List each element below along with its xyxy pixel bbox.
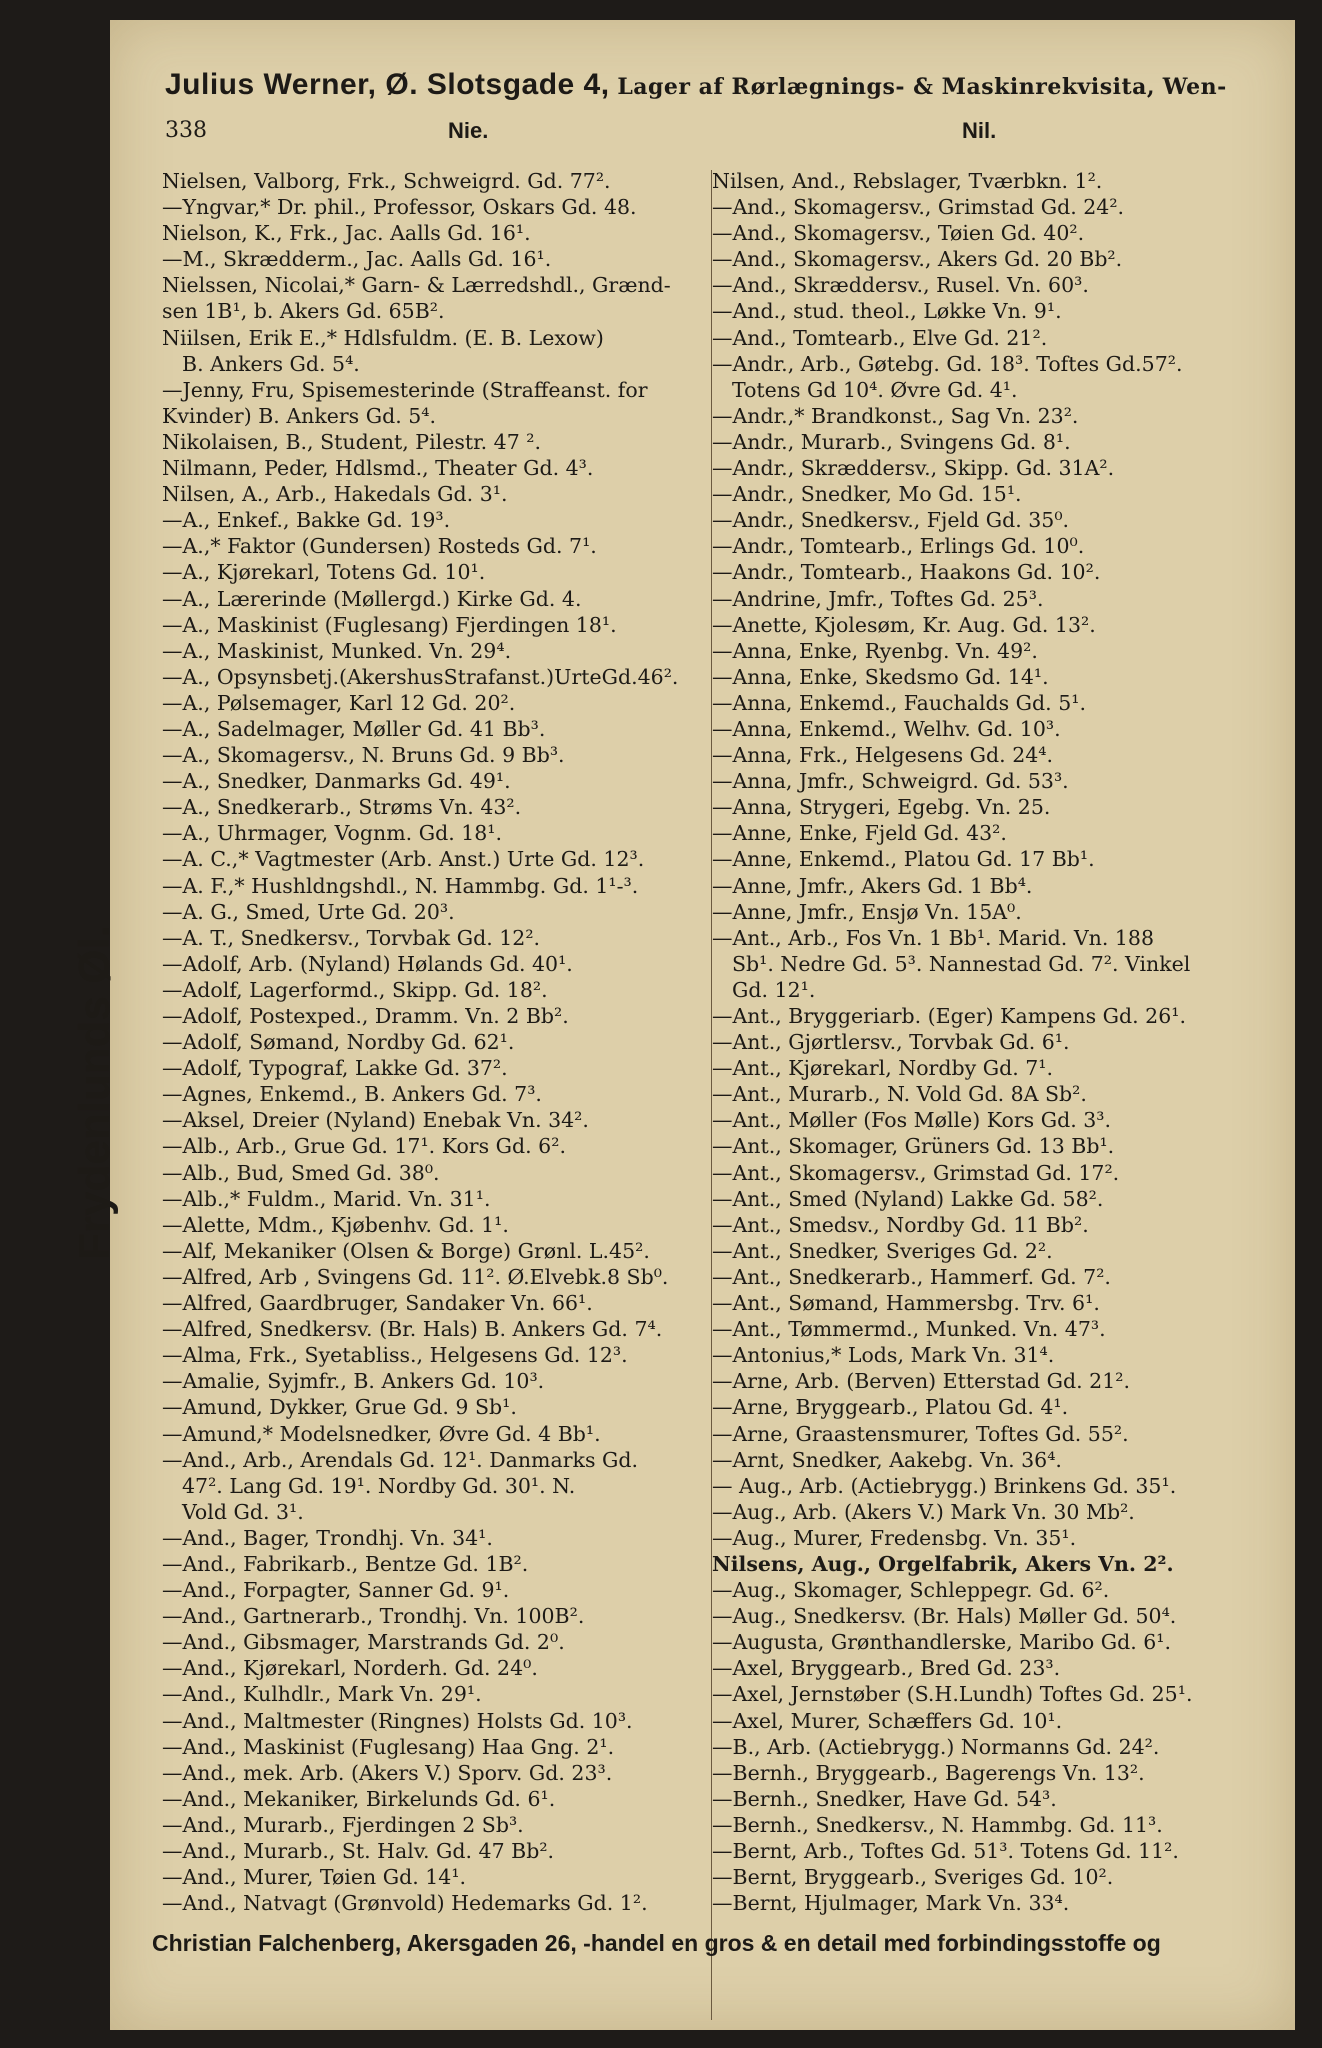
directory-entry: Nikolaisen, B., Student, Pilestr. 47 ².: [162, 429, 542, 454]
directory-entry: —Ant., Gjørtlersv., Torvbak Gd. 6¹.: [712, 1030, 1070, 1055]
directory-entry: —Agnes, Enkemd., B. Ankers Gd. 7³.: [162, 1082, 542, 1107]
directory-entry: —A. C.,* Vagtmester (Arb. Anst.) Urte Gd. 12³.: [162, 847, 645, 872]
directory-entry: Nilsens, Aug., Orgelfabrik, Akers Vn. 2².: [712, 1551, 1174, 1576]
directory-entry: —And., Mekaniker, Birkelunds Gd. 6¹.: [162, 1786, 556, 1811]
directory-entry: —Adolf, Sømand, Nordby Gd. 62¹.: [162, 1030, 515, 1055]
directory-entry: —Andr.,* Brandkonst., Sag Vn. 23².: [712, 403, 1079, 428]
directory-entry: —Alette, Mdm., Kjøbenhv. Gd. 1¹.: [162, 1212, 509, 1237]
directory-entry: —And., Kulhdlr., Mark Vn. 29¹.: [162, 1682, 482, 1707]
directory-entry: —Ant., Skomagersv., Grimstad Gd. 17².: [712, 1160, 1120, 1185]
directory-entry: —Amund,* Modelsnedker, Øvre Gd. 4 Bb¹.: [162, 1421, 601, 1446]
directory-entry: — Aug., Arb. (Actiebrygg.) Brinkens Gd. 35¹.: [712, 1473, 1177, 1498]
directory-entry: —Amund, Dykker, Grue Gd. 9 Sb¹.: [162, 1395, 517, 1420]
directory-entry: —Bernh., Snedkersv., N. Hammbg. Gd. 11³.: [712, 1812, 1163, 1837]
header-ad-tail: Wen-: [1162, 74, 1227, 100]
directory-entry: —And., mek. Arb. (Akers V.) Sporv. Gd. 23³.: [162, 1760, 613, 1785]
directory-entry: —Axel, Murer, Schæffers Gd. 10¹.: [712, 1708, 1063, 1733]
directory-entry: —Arne, Arb. (Berven) Etterstad Gd. 21².: [712, 1369, 1130, 1394]
directory-entry: —Ant., Møller (Fos Mølle) Kors Gd. 3³.: [712, 1108, 1112, 1133]
footer-advertisement: Christian Falchenberg, Akersgaden 26, -handel en gros & en detail med forbindingsstoffe og: [152, 1930, 1161, 1956]
directory-entry: —And., Skomagersv., Akers Gd. 20 Bb².: [712, 247, 1123, 272]
directory-entry: —Alf, Mekaniker (Olsen & Borge) Grønl. L.45².: [162, 1238, 650, 1263]
directory-entry: —Jenny, Fru, Spisemesterinde (Straffeanst. for: [162, 377, 648, 402]
directory-entry: Nilsen, A., Arb., Hakedals Gd. 3¹.: [162, 482, 508, 507]
directory-entry: —Alfred, Snedkersv. (Br. Hals) B. Ankers Gd. 7⁴.: [162, 1317, 663, 1342]
directory-entry: —And., Kjørekarl, Norderh. Gd. 24⁰.: [162, 1656, 538, 1681]
directory-entry: —And., Gibsmager, Marstrands Gd. 2⁰.: [162, 1630, 565, 1655]
directory-entry: —Aug., Skomager, Schleppegr. Gd. 6².: [712, 1578, 1110, 1603]
directory-entry: —And., Murarb., St. Halv. Gd. 47 Bb².: [162, 1839, 555, 1863]
directory-entry: —Axel, Jernstøber (S.H.Lundh) Toftes Gd. 25¹.: [712, 1682, 1193, 1707]
directory-entry: Kvinder) B. Ankers Gd. 5⁴.: [162, 403, 437, 428]
entry-continuation: Gd. 12¹.: [732, 977, 816, 1002]
directory-entry: —And., Natvagt (Grønvold) Hedemarks Gd. 1².: [162, 1891, 648, 1916]
directory-entry: —And., Murarb., Fjerdingen 2 Sb³.: [162, 1812, 524, 1837]
directory-entry: —Andr., Snedker, Mo Gd. 15¹.: [712, 482, 1022, 507]
directory-entry: —A.,* Faktor (Gundersen) Rosteds Gd. 7¹.: [162, 534, 597, 559]
directory-entry: —A. F.,* Hushldngshdl., N. Hammbg. Gd. 1¹-³.: [162, 873, 639, 898]
directory-entry: —Alb.,* Fuldm., Marid. Vn. 31¹.: [162, 1186, 491, 1211]
directory-entry: —Anna, Enkemd., Fauchalds Gd. 5¹.: [712, 690, 1086, 715]
right-column: [712, 168, 1290, 1916]
directory-entry: —And., Maskinist (Fuglesang) Haa Gng. 2¹.: [162, 1734, 615, 1759]
directory-entry: —Andr., Snedkersv., Fjeld Gd. 35⁰.: [712, 508, 1070, 533]
directory-entry: —Adolf, Lagerformd., Skipp. Gd. 18².: [162, 977, 548, 1002]
directory-entry: —Adolf, Arb. (Nyland) Hølands Gd. 40¹.: [162, 951, 573, 976]
directory-entry: Nielson, K., Frk., Jac. Aalls Gd. 16¹.: [162, 221, 531, 246]
directory-entry: —Alfred, Gaardbruger, Sandaker Vn. 66¹.: [162, 1291, 593, 1316]
entry-continuation: 47². Lang Gd. 19¹. Nordby Gd. 30¹. N.: [182, 1473, 576, 1498]
directory-entry: —Bernt, Bryggearb., Sveriges Gd. 10².: [712, 1865, 1114, 1890]
directory-entry: —And., Fabrikarb., Bentze Gd. 1B².: [162, 1551, 529, 1576]
directory-entry: —And., Arb., Arendals Gd. 12¹. Danmarks Gd.: [162, 1447, 638, 1472]
directory-entry: —Anna, Enke, Skedsmo Gd. 14¹.: [712, 664, 1049, 689]
directory-entry: —B., Arb. (Actiebrygg.) Normanns Gd. 24².: [712, 1734, 1160, 1759]
directory-entry: —A., Lærerinde (Møllergd.) Kirke Gd. 4.: [162, 586, 582, 611]
directory-entry: —And., stud. theol., Løkke Vn. 9¹.: [712, 299, 1062, 324]
directory-entry: —Ant., Tømmermd., Munked. Vn. 47³.: [712, 1317, 1106, 1342]
directory-entry: —Alb., Arb., Grue Gd. 17¹. Kors Gd. 6².: [162, 1134, 566, 1159]
directory-entry: —A., Opsynsbetj.(AkershusStrafanst.)UrteGd.46².: [162, 664, 679, 689]
header-ad-name: Julius Werner, Ø. Slotsgade 4,: [165, 68, 610, 101]
directory-entry: —Ant., Snedker, Sveriges Gd. 2².: [712, 1238, 1053, 1263]
directory-entry: —Andrine, Jmfr., Toftes Gd. 25³.: [712, 586, 1044, 611]
directory-entry: —Arne, Graastensmurer, Toftes Gd. 55².: [712, 1421, 1129, 1446]
directory-entry: —Alma, Frk., Syetabliss., Helgesens Gd. 12³.: [162, 1343, 628, 1368]
directory-entry: —Ant., Smed (Nyland) Lakke Gd. 58².: [712, 1186, 1104, 1211]
directory-entry: —Ant., Murarb., N. Vold Gd. 8A Sb².: [712, 1082, 1087, 1107]
directory-entry: —A. G., Smed, Urte Gd. 20³.: [162, 899, 455, 924]
directory-entry: Nilmann, Peder, Hdlsmd., Theater Gd. 4³.: [162, 456, 594, 481]
directory-entry: —Alfred, Arb , Svingens Gd. 11². Ø.Elvebk.8 Sb⁰.: [162, 1264, 669, 1289]
directory-entry: —Ant., Kjørekarl, Nordby Gd. 7¹.: [712, 1056, 1054, 1081]
directory-entry: —A., Enkef., Bakke Gd. 19³.: [162, 508, 451, 533]
directory-entry: —Arne, Bryggearb., Platou Gd. 4¹.: [712, 1395, 1069, 1420]
directory-entry: —A., Snedker, Danmarks Gd. 49¹.: [162, 769, 511, 794]
directory-entry: —Anne, Jmfr., Akers Gd. 1 Bb⁴.: [712, 873, 1033, 898]
header-advertisement: [165, 68, 1275, 102]
directory-entry: —Anette, Kjolesøm, Kr. Aug. Gd. 13².: [712, 612, 1096, 637]
directory-entry: —Antonius,* Lods, Mark Vn. 31⁴.: [712, 1343, 1055, 1368]
directory-entry: —Anne, Jmfr., Ensjø Vn. 15A⁰.: [712, 899, 1022, 924]
directory-entry: —Ant., Skomager, Grüners Gd. 13 Bb¹.: [712, 1134, 1115, 1159]
directory-entry: —Anna, Enkemd., Welhv. Gd. 10³.: [712, 716, 1061, 741]
directory-entry: —Bernt, Hjulmager, Mark Vn. 33⁴.: [712, 1891, 1070, 1916]
directory-entry: —Adolf, Typograf, Lakke Gd. 37².: [162, 1056, 508, 1081]
directory-entry: —Andr., Skræddersv., Skipp. Gd. 31A².: [712, 456, 1115, 481]
directory-entry: —Anna, Frk., Helgesens Gd. 24⁴.: [712, 743, 1054, 768]
directory-entry: —A., Pølsemager, Karl 12 Gd. 20².: [162, 690, 516, 715]
directory-entry: —A., Snedkerarb., Strøms Vn. 43².: [162, 795, 522, 820]
directory-entry: —Ant., Bryggeriarb. (Eger) Kampens Gd. 26¹.: [712, 1004, 1187, 1028]
directory-entry: —Anne, Enkemd., Platou Gd. 17 Bb¹.: [712, 847, 1095, 872]
directory-entry: —Anne, Enke, Fjeld Gd. 43².: [712, 821, 1007, 846]
directory-entry: —And., Gartnerarb., Trondhj. Vn. 100B².: [162, 1604, 585, 1629]
directory-entry: —Ant., Arb., Fos Vn. 1 Bb¹. Marid. Vn. 188: [712, 925, 1154, 950]
directory-entry: —Andr., Tomtearb., Haakons Gd. 10².: [712, 560, 1101, 585]
directory-entry: —And., Skomagersv., Grimstad Gd. 24².: [712, 195, 1125, 220]
directory-entry: —Alb., Bud, Smed Gd. 38⁰.: [162, 1160, 440, 1185]
entry-continuation: Vold Gd. 3¹.: [182, 1499, 304, 1524]
directory-entry: —And., Murer, Tøien Gd. 14¹.: [162, 1865, 467, 1890]
directory-entry: —Aksel, Dreier (Nyland) Enebak Vn. 34².: [162, 1108, 589, 1133]
directory-entry: —And., Bager, Trondhj. Vn. 34¹.: [162, 1525, 493, 1550]
directory-entry: Nielssen, Nicolai,* Garn- & Lærredshdl., Grænd-: [162, 273, 671, 298]
directory-entry: —Bernh., Snedker, Have Gd. 54³.: [712, 1786, 1057, 1811]
guide-word-right: Nil.: [962, 118, 997, 143]
directory-entry: Niilsen, Erik E.,* Hdlsfuldm. (E. B. Lexow): [162, 325, 604, 350]
directory-entry: —Andr., Tomtearb., Erlings Gd. 10⁰.: [712, 534, 1085, 559]
directory-entry: —Anna, Strygeri, Egebg. Vn. 25.: [712, 795, 1051, 820]
directory-entry: —And., Skomagersv., Tøien Gd. 40².: [712, 221, 1085, 246]
directory-entry: —Aug., Snedkersv. (Br. Hals) Møller Gd. 50⁴.: [712, 1604, 1177, 1629]
directory-entry: Nilsen, And., Rebslager, Tværbkn. 1².: [712, 169, 1103, 193]
entry-continuation: Totens Gd 10⁴. Øvre Gd. 4¹.: [732, 377, 1018, 402]
directory-entry: —And., Maltmester (Ringnes) Holsts Gd. 10³.: [162, 1708, 633, 1733]
directory-entry: —Ant., Smedsv., Nordby Gd. 11 Bb².: [712, 1212, 1089, 1237]
directory-entry: —Anna, Enke, Ryenbg. Vn. 49².: [712, 638, 1038, 663]
directory-entry: —Aug., Arb. (Akers V.) Mark Vn. 30 Mb².: [712, 1499, 1135, 1524]
directory-entry: —Bernh., Bryggearb., Bagerengs Vn. 13².: [712, 1760, 1145, 1785]
directory-entry: —Axel, Bryggearb., Bred Gd. 23³.: [712, 1656, 1061, 1681]
directory-entry: —A., Maskinist (Fuglesang) Fjerdingen 18¹.: [162, 612, 617, 637]
directory-entry: —And., Tomtearb., Elve Gd. 21².: [712, 325, 1048, 350]
directory-entry: sen 1B¹, b. Akers Gd. 65B².: [162, 299, 445, 324]
directory-entry: —Aug., Murer, Fredensbg. Vn. 35¹.: [712, 1525, 1077, 1550]
directory-entry: —Andr., Murarb., Svingens Gd. 8¹.: [712, 429, 1071, 454]
directory-entry: —Bernt, Arb., Toftes Gd. 51³. Totens Gd. 11².: [712, 1839, 1179, 1863]
directory-entry: —And., Forpagter, Sanner Gd. 9¹.: [162, 1578, 510, 1603]
directory-entry: —A., Maskinist, Munked. Vn. 29⁴.: [162, 638, 512, 663]
side-advertisement: Frydenlunds Øl.: [70, 925, 119, 1260]
directory-entry: —And., Skræddersv., Rusel. Vn. 60³.: [712, 273, 1089, 298]
directory-entry: —A., Skomagersv., N. Bruns Gd. 9 Bb³.: [162, 743, 565, 768]
directory-entry: —Ant., Snedkerarb., Hammerf. Gd. 7².: [712, 1264, 1111, 1289]
directory-entry: —Arnt, Snedker, Aakebg. Vn. 36⁴.: [712, 1447, 1062, 1472]
entry-continuation: Sb¹. Nedre Gd. 5³. Nannestad Gd. 7². Vinkel: [732, 951, 1191, 976]
header-ad-text: Lager af Rørlægnings- & Maskinrekvisita,: [617, 74, 1156, 100]
entry-continuation: B. Ankers Gd. 5⁴.: [182, 351, 360, 376]
guide-word-left: Nie.: [448, 118, 489, 143]
directory-entry: —Yngvar,* Dr. phil., Professor, Oskars Gd. 48.: [162, 195, 637, 220]
left-column: [162, 168, 710, 1916]
directory-entry: Nielsen, Valborg, Frk., Schweigrd. Gd. 77².: [162, 169, 611, 193]
directory-entry: —Augusta, Grønthandlerske, Maribo Gd. 6¹.: [712, 1630, 1172, 1655]
directory-entry: —Anna, Jmfr., Schweigrd. Gd. 53³.: [712, 769, 1069, 794]
directory-entry: —A., Sadelmager, Møller Gd. 41 Bb³.: [162, 716, 546, 741]
directory-entry: —A., Kjørekarl, Totens Gd. 10¹.: [162, 560, 486, 585]
directory-entry: —Ant., Sømand, Hammersbg. Trv. 6¹.: [712, 1291, 1100, 1316]
directory-entry: —Amalie, Syjmfr., B. Ankers Gd. 10³.: [162, 1369, 545, 1394]
page-number: 338: [165, 118, 207, 143]
directory-entry: —Andr., Arb., Gøtebg. Gd. 18³. Toftes Gd.57².: [712, 351, 1183, 376]
directory-entry: —M., Skrædderm., Jac. Aalls Gd. 16¹.: [162, 247, 552, 272]
directory-entry: —A. T., Snedkersv., Torvbak Gd. 12².: [162, 925, 541, 950]
directory-entry: —Adolf, Postexped., Dramm. Vn. 2 Bb².: [162, 1004, 569, 1028]
directory-entry: —A., Uhrmager, Vognm. Gd. 18¹.: [162, 821, 503, 846]
